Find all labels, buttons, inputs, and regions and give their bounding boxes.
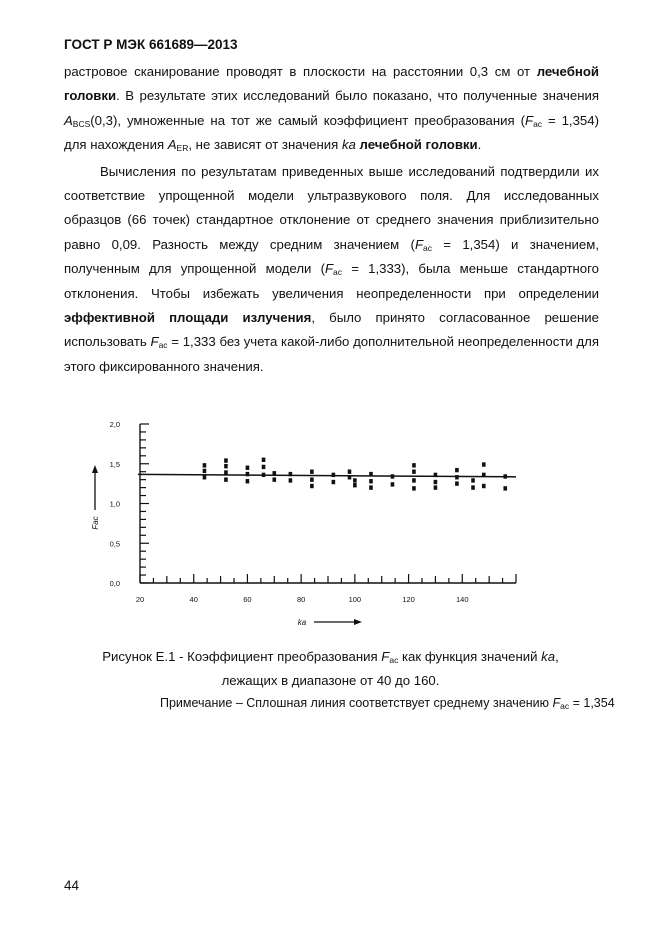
symbol-subscript: ac xyxy=(423,242,432,253)
data-point xyxy=(482,473,486,477)
symbol-f: F xyxy=(324,261,334,277)
x-tick-label: 100 xyxy=(348,595,362,604)
x-axis-label: ka xyxy=(297,618,307,627)
data-point xyxy=(369,485,373,489)
symbol-subscript: ac xyxy=(389,655,399,665)
x-tick-label: 80 xyxy=(296,595,306,604)
data-point xyxy=(348,475,352,479)
data-point xyxy=(503,486,507,490)
symbol-ka: ka xyxy=(341,137,356,153)
data-point xyxy=(503,474,507,478)
data-point xyxy=(353,478,357,482)
data-point xyxy=(332,480,336,484)
symbol-subscript: ac xyxy=(560,701,570,711)
symbol-a: A xyxy=(64,112,73,128)
data-point xyxy=(434,473,438,477)
symbol-f: F xyxy=(552,696,561,710)
data-point xyxy=(455,481,459,485)
text-run: = 1,333), была меньше стандартного отклонения. Чтобы избежать увеличения неопределенности при определении xyxy=(64,261,599,301)
text-run: Примечание – Сплошная линия соответствует среднему значению xyxy=(160,696,553,710)
bold-term: лечебной головки xyxy=(64,64,599,104)
data-point xyxy=(348,470,352,474)
data-point xyxy=(224,470,228,474)
data-point xyxy=(471,485,475,489)
data-point xyxy=(262,458,266,462)
data-point xyxy=(482,484,486,488)
text-run: . xyxy=(477,137,482,153)
text-run: = 1,354) и значением, полученным для упрощенной модели ( xyxy=(64,236,599,277)
data-point xyxy=(289,478,293,482)
text-run: , xyxy=(555,649,559,664)
data-point xyxy=(310,477,314,481)
data-point xyxy=(262,465,266,469)
y-tick-label: 1,0 xyxy=(109,499,120,509)
data-point xyxy=(412,478,416,482)
symbol-f: F xyxy=(381,649,390,664)
data-point xyxy=(224,458,228,462)
figure-caption xyxy=(0,645,661,693)
data-point xyxy=(246,466,250,470)
caption-line-1 xyxy=(0,645,661,669)
symbol-subscript: BCS xyxy=(72,118,91,129)
data-point xyxy=(471,478,475,482)
text-run: = 1,333 без учета какой-либо дополнительной неопределенности для этого фиксированного значения. xyxy=(64,334,599,374)
data-point xyxy=(310,470,314,474)
data-point xyxy=(369,472,373,476)
text-run: = 1,354 xyxy=(569,696,615,710)
page-number: 44 xyxy=(64,878,80,893)
text-run: растровое сканирование проводят в плоскости на расстоянии 0,3 см от xyxy=(64,64,537,79)
data-point xyxy=(434,480,438,484)
text-run: , было принято согласованное решение использовать xyxy=(64,310,600,350)
text-run: , не зависят от значения xyxy=(188,137,342,153)
x-tick-label: 60 xyxy=(243,595,252,604)
data-point xyxy=(353,483,357,487)
paragraph-1 xyxy=(64,60,599,158)
symbol-f: F xyxy=(414,236,424,252)
data-point xyxy=(412,486,416,490)
data-point xyxy=(412,470,416,474)
data-point xyxy=(289,472,293,476)
y-tick-label: 1,5 xyxy=(109,459,120,469)
data-point xyxy=(272,471,276,475)
symbol-ka: ka xyxy=(541,649,556,664)
data-point xyxy=(203,475,207,479)
caption-line-2: лежащих в диапазоне от 40 до 160. xyxy=(221,673,440,688)
data-point xyxy=(412,463,416,467)
text-run: . В результате этих исследований было показано, что полученные значения xyxy=(116,88,599,104)
text-run: Рисунок Е.1 - Коэффициент преобразования xyxy=(102,649,382,664)
data-point xyxy=(455,468,459,472)
x-tick-label: 40 xyxy=(189,595,198,604)
symbol-subscript: ac xyxy=(158,340,168,351)
data-point xyxy=(391,474,395,478)
data-point xyxy=(224,464,228,468)
y-tick-label: 0,5 xyxy=(109,539,120,549)
mean-line xyxy=(138,474,516,477)
x-tick-label: 120 xyxy=(402,595,415,604)
y-tick-label: 2,0 xyxy=(109,420,120,429)
data-point xyxy=(203,463,207,467)
text-run: = 1,354) для нахождения xyxy=(64,112,599,153)
data-point xyxy=(262,473,266,477)
fac-vs-ka-chart xyxy=(88,410,528,640)
bold-term: лечебной головки xyxy=(355,137,478,153)
data-point xyxy=(224,477,228,481)
data-point xyxy=(434,485,438,489)
data-point xyxy=(203,469,207,473)
data-point xyxy=(272,477,276,481)
data-point xyxy=(246,472,250,476)
data-point xyxy=(332,473,336,477)
symbol-f: F xyxy=(150,334,159,350)
data-point xyxy=(482,462,486,466)
y-axis-arrowhead xyxy=(92,465,98,473)
symbol-subscript: ac xyxy=(333,267,343,278)
y-axis-label: Fac xyxy=(91,516,100,530)
chart-marks xyxy=(138,458,516,491)
symbol-subscript: ac xyxy=(533,118,543,129)
x-tick-label: 140 xyxy=(456,595,469,604)
bold-term: эффективной площади излучения xyxy=(64,310,312,326)
x-tick-label: 20 xyxy=(135,595,145,604)
body-text xyxy=(64,60,599,379)
data-point xyxy=(369,479,373,483)
figure-note xyxy=(160,694,615,712)
x-axis-arrowhead xyxy=(354,619,362,625)
symbol-f: F xyxy=(525,112,534,128)
data-point xyxy=(391,482,395,486)
text-run: как функция значений xyxy=(398,649,542,664)
symbol-subscript: ER xyxy=(176,143,189,154)
symbol-a: A xyxy=(167,137,177,153)
y-tick-label: 0,0 xyxy=(109,579,120,588)
document-header: ГОСТ Р МЭК 661689—2013 xyxy=(64,37,238,52)
text-run: (0,3), умноженные на тот же самый коэффициент преобразования ( xyxy=(90,112,525,128)
data-point xyxy=(455,475,459,479)
data-point xyxy=(310,484,314,488)
text-run: Вычисления по результатам приведенных выше исследований подтвердили их соответствие упрощенной модели ультразвукового поля. Для исследованных образцов (66 точек) стандартное отклонение от среднего значения приблизительно равно 0,09. Разность между средним значением ( xyxy=(64,163,599,252)
data-point xyxy=(246,479,250,483)
chart-axes xyxy=(91,420,516,627)
paragraph-2 xyxy=(64,160,599,380)
